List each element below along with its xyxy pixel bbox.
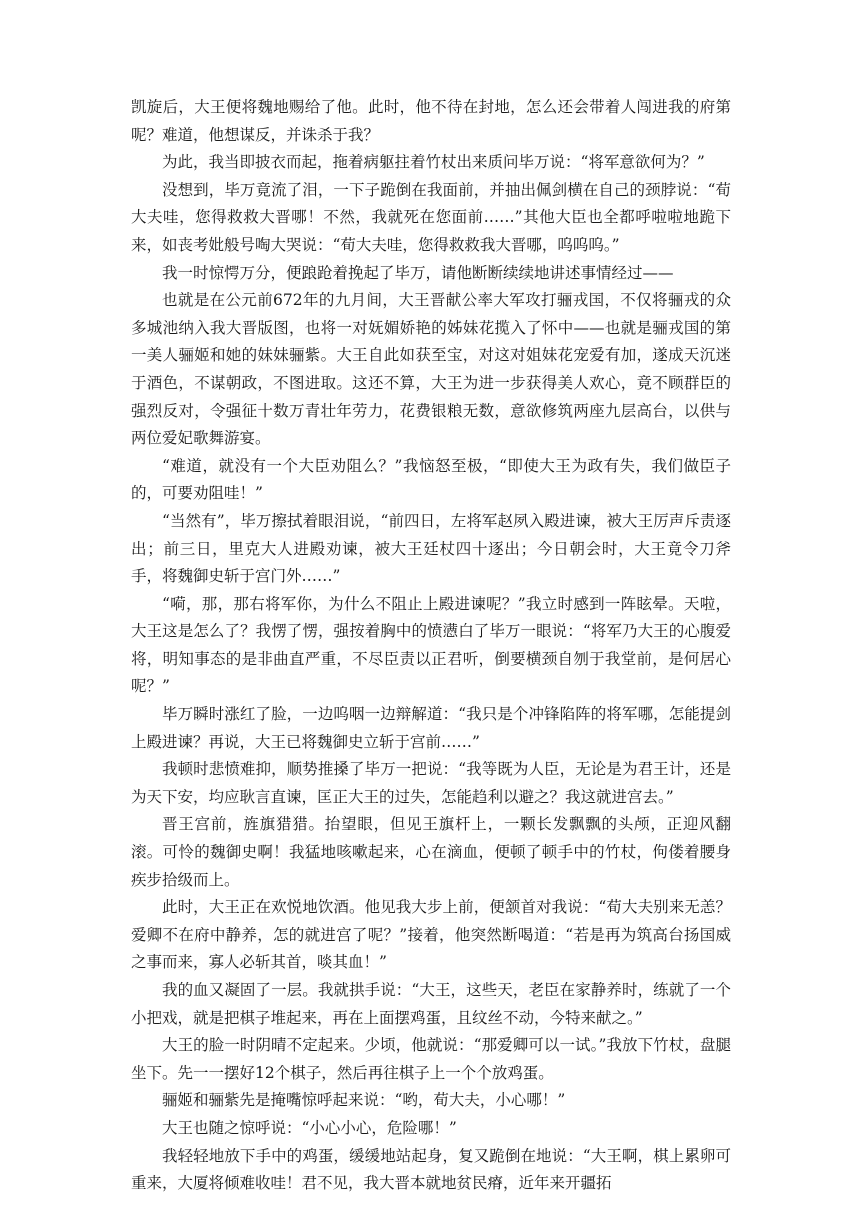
paragraph: 大王的脸一时阴晴不定起来。少顷，他就说：“那爱卿可以一试。”我放下竹杖，盘腿坐下。先一一摆好12个棋子，然后再往棋子上一个个放鸡蛋。: [131, 1036, 731, 1082]
paragraph: 我顿时悲愤难抑，顺势推搡了毕万一把说：“我等既为人臣，无论是为君王计，还是为天下安，均应耿言直谏，匡正大王的过失，怎能趋利以避之？我这就进宫去。”: [131, 760, 731, 806]
paragraph: 没想到，毕万竟流了泪，一下子跪倒在我面前，并抽出佩剑横在自己的颈脖说：“荀大夫哇，您得救救大晋哪！不然，我就死在您面前……”其他大臣也全都呼啦啦地跪下来，如丧考妣般号啕大哭说：“荀大夫哇，您得救救我大晋哪，呜呜呜。”: [131, 180, 731, 254]
paragraph: “难道，就没有一个大臣劝阻么？”我恼怒至极，“即使大王为政有失，我们做臣子的，可要劝阻哇！”: [131, 456, 731, 503]
paragraph: 骊姬和骊紫先是掩嘴惊呼起来说：“哟，荀大夫，小心哪！”: [162, 1091, 566, 1110]
paragraph: 也就是在公元前672年的九月间，大王晋献公率大军攻打骊戎国，不仅将骊戎的众多城池纳入我大晋版图，也将一对妩媚娇艳的姊妹花揽入了怀中——也就是骊戎国的第一美人骊姬和她的妹妹骊紫。大王自此如获至宝，对这对姐妹花宠爱有加，遂成天沉迷于酒色，不谋朝政，不图进取。这还不算，大王为进一步获得美人欢心，竟不顾群臣的强烈反对，令强征十数万青壮年劳力，花费银粮无数，意欲修筑两座九层高台，以供与两位爱妃歌舞游宴。: [131, 291, 731, 448]
paragraph: 晋王宫前，旌旗猎猎。抬望眼，但见王旗杆上，一颗长发飘飘的头颅，正迎风翻滚。可怜的魏御史啊！我猛地咳嗽起来，心在滴血，便顿了顿手中的竹杖，佝偻着腰身疾步拾级而上。: [131, 815, 731, 889]
paragraph: “当然有”，毕万擦拭着眼泪说，“前四日，左将军赵夙入殿进谏，被大王厉声斥责逐出；前三日，里克大人进殿劝谏，被大王廷杖四十逐出；今日朝会时，大王竟令刀斧手，将魏御史斩于宫门外……”: [131, 511, 731, 586]
paragraph: 我一时惊愕万分，便踉跄着挽起了毕万，请他断断续续地讲述事情经过——: [162, 263, 674, 282]
paragraph: 此时，大王正在欢悦地饮酒。他见我大步上前，便颔首对我说：“荀大夫别来无恙？爱卿不在府中静养，怎的就进宫了呢？”接着，他突然断喝道：“若是再为筑高台扬国威之事而来，寡人必斩其首，啖其血！”: [131, 898, 731, 972]
paragraph: “嗬，那，那右将军你，为什么不阻止上殿进谏呢？”我立时感到一阵眩晕。天啦，大王这是怎么了？我愣了愣，强按着胸中的愤懑白了毕万一眼说：“将军乃大王的心腹爱将，明知事态的是非曲直严重，不尽臣责以正君听，倒要横颈自刎于我堂前，是何居心呢？”: [131, 594, 731, 696]
paragraph: 为此，我当即披衣而起，拖着病躯拄着竹杖出来质问毕万说：“将军意欲何为？”: [162, 153, 705, 172]
document-body: [131, 94, 731, 1198]
paragraph: 凯旋后，大王便将魏地赐给了他。此时，他不待在封地，怎么还会带着人闯进我的府第呢？难道，他想谋反，并诛杀于我？: [131, 98, 731, 144]
paragraph: 大王也随之惊呼说：“小心小心，危险哪！”: [162, 1118, 457, 1137]
paragraph: 毕万瞬时涨红了脸，一边呜咽一边辩解道：“我只是个冲锋陷阵的将军哪，怎能提剑上殿进谏？再说，大王已将魏御史立斩于宫前……”: [131, 705, 731, 751]
paragraph: 我轻轻地放下手中的鸡蛋，缓缓地站起身，复又跪倒在地说：“大王啊，棋上累卵可重来，大厦将倾难收哇！君不见，我大晋本就地贫民瘠，近年来开疆拓: [131, 1146, 731, 1193]
paragraph: 我的血又凝固了一层。我就拱手说：“大王，这些天，老臣在家静养时，练就了一个小把戏，就是把棋子堆起来，再在上面摆鸡蛋，且纹丝不动，今特来献之。”: [131, 981, 731, 1027]
